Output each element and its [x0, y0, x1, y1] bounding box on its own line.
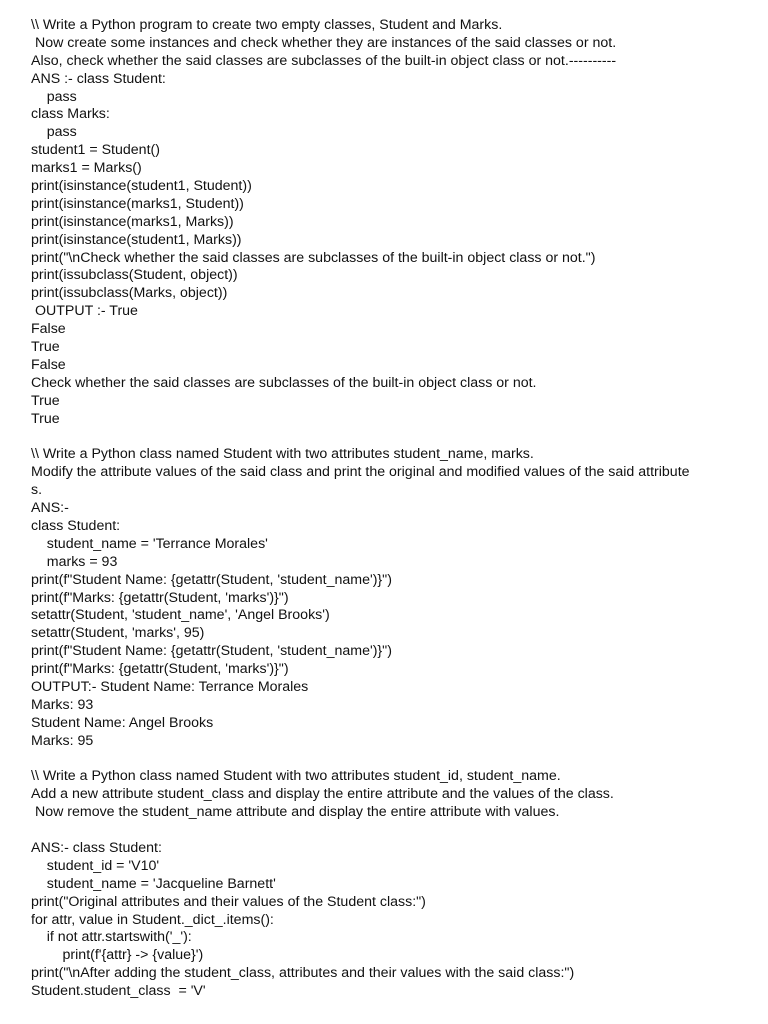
text-line: print(isinstance(marks1, Student)) [31, 195, 244, 212]
text-line: print("Original attributes and their values of the Student class:") [31, 893, 426, 910]
text-line: print("\nCheck whether the said classes are subclasses of the built-in object class or not.") [31, 249, 596, 266]
text-line: OUTPUT :- True [31, 303, 138, 320]
text-line: class Marks: [31, 106, 110, 123]
text-line: True [31, 339, 60, 356]
text-line: s. [31, 482, 43, 499]
text-line: Modify the attribute values of the said class and print the original and modified values of the said attribute [31, 464, 690, 481]
text-line: False [31, 321, 66, 338]
text-line: print(isinstance(student1, Marks)) [31, 231, 242, 248]
text-line: pass [31, 124, 77, 141]
text-line: print(isinstance(student1, Student)) [31, 178, 252, 195]
text-line: True [31, 410, 60, 427]
text-line: marks1 = Marks() [31, 160, 142, 177]
text-line: Marks: 95 [31, 732, 94, 749]
text-line: print(f"Student Name: {getattr(Student, 'student_name')}") [31, 643, 392, 660]
text-line: Check whether the said classes are subclasses of the built-in object class or not. [31, 374, 537, 391]
text-line: print(isinstance(marks1, Marks)) [31, 213, 234, 230]
text-line: True [31, 392, 60, 409]
text-line: ANS:- class Student: [31, 839, 162, 856]
text-line: False [31, 356, 66, 373]
text-line: print("\nAfter adding the student_class, attributes and their values with the said class:") [31, 965, 575, 982]
text-line: ANS:- [31, 500, 69, 517]
text-line: setattr(Student, 'student_name', 'Angel Brooks') [31, 607, 330, 624]
text-line: Add a new attribute student_class and display the entire attribute and the values of the class. [31, 786, 614, 803]
text-line: if not attr.startswith('_'): [31, 929, 192, 946]
text-line: setattr(Student, 'marks', 95) [31, 625, 205, 642]
text-line: student_id = 'V10' [31, 857, 160, 874]
text-line: ANS :- class Student: [31, 70, 166, 87]
text-line [31, 428, 751, 446]
text-line: print(f"Marks: {getattr(Student, 'marks')}") [31, 589, 289, 606]
text-line [31, 751, 751, 769]
text-line: Also, check whether the said classes are subclasses of the built-in object class or not.---------- [31, 52, 617, 69]
text-line: marks = 93 [31, 553, 118, 570]
text-line [31, 822, 751, 840]
text-line: \\ Write a Python program to create two empty classes, Student and Marks. [31, 17, 503, 33]
text-line: student_name = 'Terrance Morales' [31, 535, 268, 552]
text-line: student_name = 'Jacqueline Barnett' [31, 875, 276, 892]
text-line: Student Name: Angel Brooks [31, 714, 214, 731]
text-line: OUTPUT:- Student Name: Terrance Morales [31, 678, 309, 695]
document-text [31, 17, 751, 1001]
text-line: print(f"Student Name: {getattr(Student, 'student_name')}") [31, 571, 392, 588]
text-line: \\ Write a Python class named Student with two attributes student_name, marks. [31, 446, 534, 463]
text-line: Now create some instances and check whether they are instances of the said classes or not. [31, 34, 617, 51]
text-line: print(issubclass(Student, object)) [31, 267, 238, 284]
text-line: \\ Write a Python class named Student with two attributes student_id, student_name. [31, 768, 561, 785]
text-line: Student.student_class = 'V' [31, 983, 206, 1000]
text-line: class Student: [31, 517, 121, 534]
text-line: for attr, value in Student._dict_.items(): [31, 911, 274, 928]
text-line: student1 = Student() [31, 142, 160, 159]
text-line: print(f'{attr} -> {value}') [31, 947, 204, 964]
text-line: Marks: 93 [31, 696, 94, 713]
text-line: print(f"Marks: {getattr(Student, 'marks')}") [31, 661, 289, 678]
text-line: pass [31, 88, 77, 105]
text-line: print(issubclass(Marks, object)) [31, 285, 228, 302]
text-line: Now remove the student_name attribute and display the entire attribute with values. [31, 804, 560, 821]
